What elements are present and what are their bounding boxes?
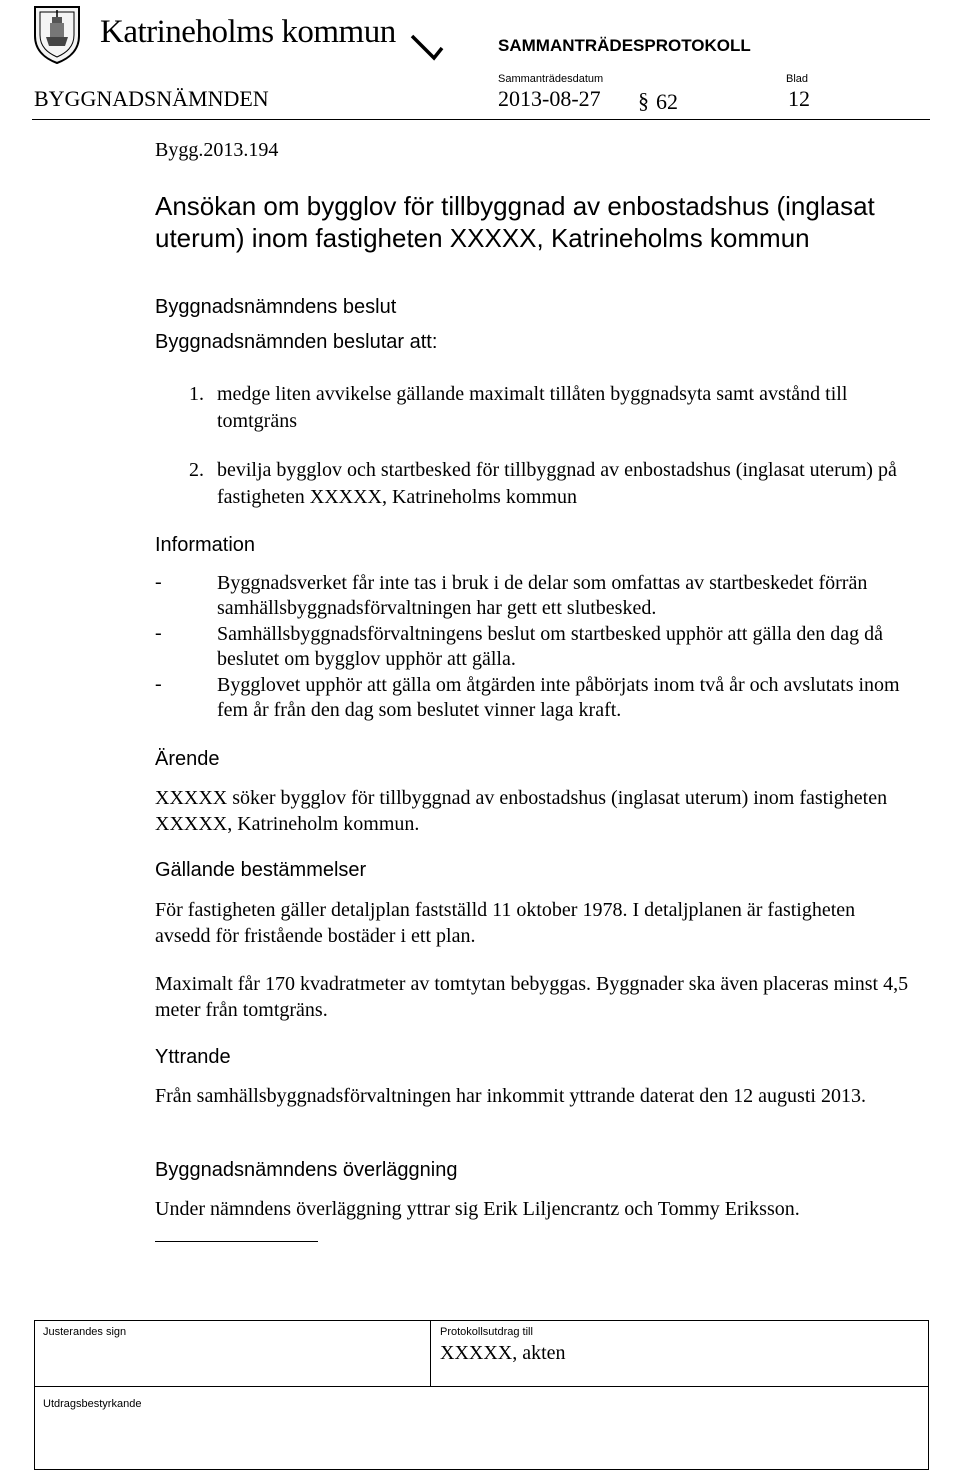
logo-swoosh-icon	[410, 34, 444, 62]
footer-divider-vertical	[430, 1320, 431, 1386]
bullet-dash: -	[155, 622, 162, 644]
decision-item-text: bevilja bygglov och startbesked för tillbyggnad av enbostadshus (inglasat uterum) på fastigheten XXXXX, Katrineholms kommun	[217, 459, 897, 508]
section-sign: §	[638, 88, 649, 113]
extract-certification-caption: Utdragsbestyrkande	[43, 1398, 142, 1410]
meeting-date-caption: Sammanträdesdatum	[498, 73, 604, 85]
errand-heading: Ärende	[155, 748, 220, 770]
decision-item-number: 2.	[189, 459, 204, 481]
decision-heading: Byggnadsnämndens beslut	[155, 296, 397, 318]
meeting-date: 2013-08-27	[498, 86, 601, 111]
statement-text: Från samhällsbyggnadsförvaltningen har inkommit yttrande daterat den 12 augusti 2013.	[155, 1085, 866, 1107]
header-divider	[32, 119, 930, 120]
end-of-section-rule	[155, 1241, 318, 1242]
page-caption: Blad	[786, 73, 809, 85]
paragraph-number: 62	[656, 89, 678, 114]
municipal-crest-icon	[32, 4, 82, 64]
statement-heading: Yttrande	[155, 1046, 231, 1068]
logo-text: Katrineholms kommun	[100, 14, 396, 50]
information-bullet: Byggnadsverket får inte tas i bruk i de delar som omfattas av startbeskedet förrän samhällsbyggnadsförvaltningen har gett ett slutbesked.	[217, 572, 868, 619]
extract-recipient-caption: Protokollsutdrag till	[440, 1326, 533, 1338]
extract-recipient-value: XXXXX, akten	[440, 1342, 566, 1364]
regulations-heading: Gällande bestämmelser	[155, 859, 367, 881]
regulations-paragraph: För fastigheten gäller detaljplan fastställd 11 oktober 1978. I detaljplanen är fastigheten avsedd för fristående bostäder i ett plan.	[155, 899, 856, 947]
bullet-dash: -	[155, 673, 162, 695]
deliberation-heading: Byggnadsnämndens överläggning	[155, 1159, 458, 1181]
information-bullet: Bygglovet upphör att gälla om åtgärden inte påbörjats inom två år och avslutats inom fem år från den dag som beslutet vinner laga kraft.	[217, 674, 900, 721]
information-bullet: Samhällsbyggnadsförvaltningens beslut om startbesked upphör att gälla den dag då beslutet om bygglov upphör att gälla.	[217, 623, 883, 670]
decision-item-number: 1.	[189, 383, 204, 405]
case-title: Ansökan om bygglov för tillbyggnad av enbostadshus (inglasat uterum) inom fastigheten XXXXX, Katrineholms kommun	[155, 191, 875, 253]
decision-item-text: medge liten avvikelse gällande maximalt tillåten byggnadsyta samt avstånd till tomtgräns	[217, 383, 848, 432]
decision-intro: Byggnadsnämnden beslutar att:	[155, 331, 438, 353]
information-heading: Information	[155, 534, 256, 556]
deliberation-text: Under nämndens överläggning yttrar sig Erik Liljencrantz och Tommy Eriksson.	[155, 1198, 800, 1220]
bullet-dash: -	[155, 571, 162, 593]
footer-divider-horizontal	[34, 1386, 929, 1387]
adjuster-sign-caption: Justerandes sign	[43, 1326, 127, 1338]
regulations-paragraph: Maximalt får 170 kvadratmeter av tomtytan bebyggas. Byggnader ska även placeras minst 4,5 meter från tomtgräns.	[155, 973, 909, 1021]
errand-text: XXXXX söker bygglov för tillbyggnad av enbostadshus (inglasat uterum) inom fastigheten XXXXX, Katrineholm kommun.	[155, 787, 888, 835]
department-name: BYGGNADSNÄMNDEN	[34, 86, 269, 111]
protocol-title: SAMMANTRÄDESPROTOKOLL	[498, 36, 751, 55]
page-number: 12	[788, 86, 810, 111]
case-reference: Bygg.2013.194	[155, 139, 279, 161]
